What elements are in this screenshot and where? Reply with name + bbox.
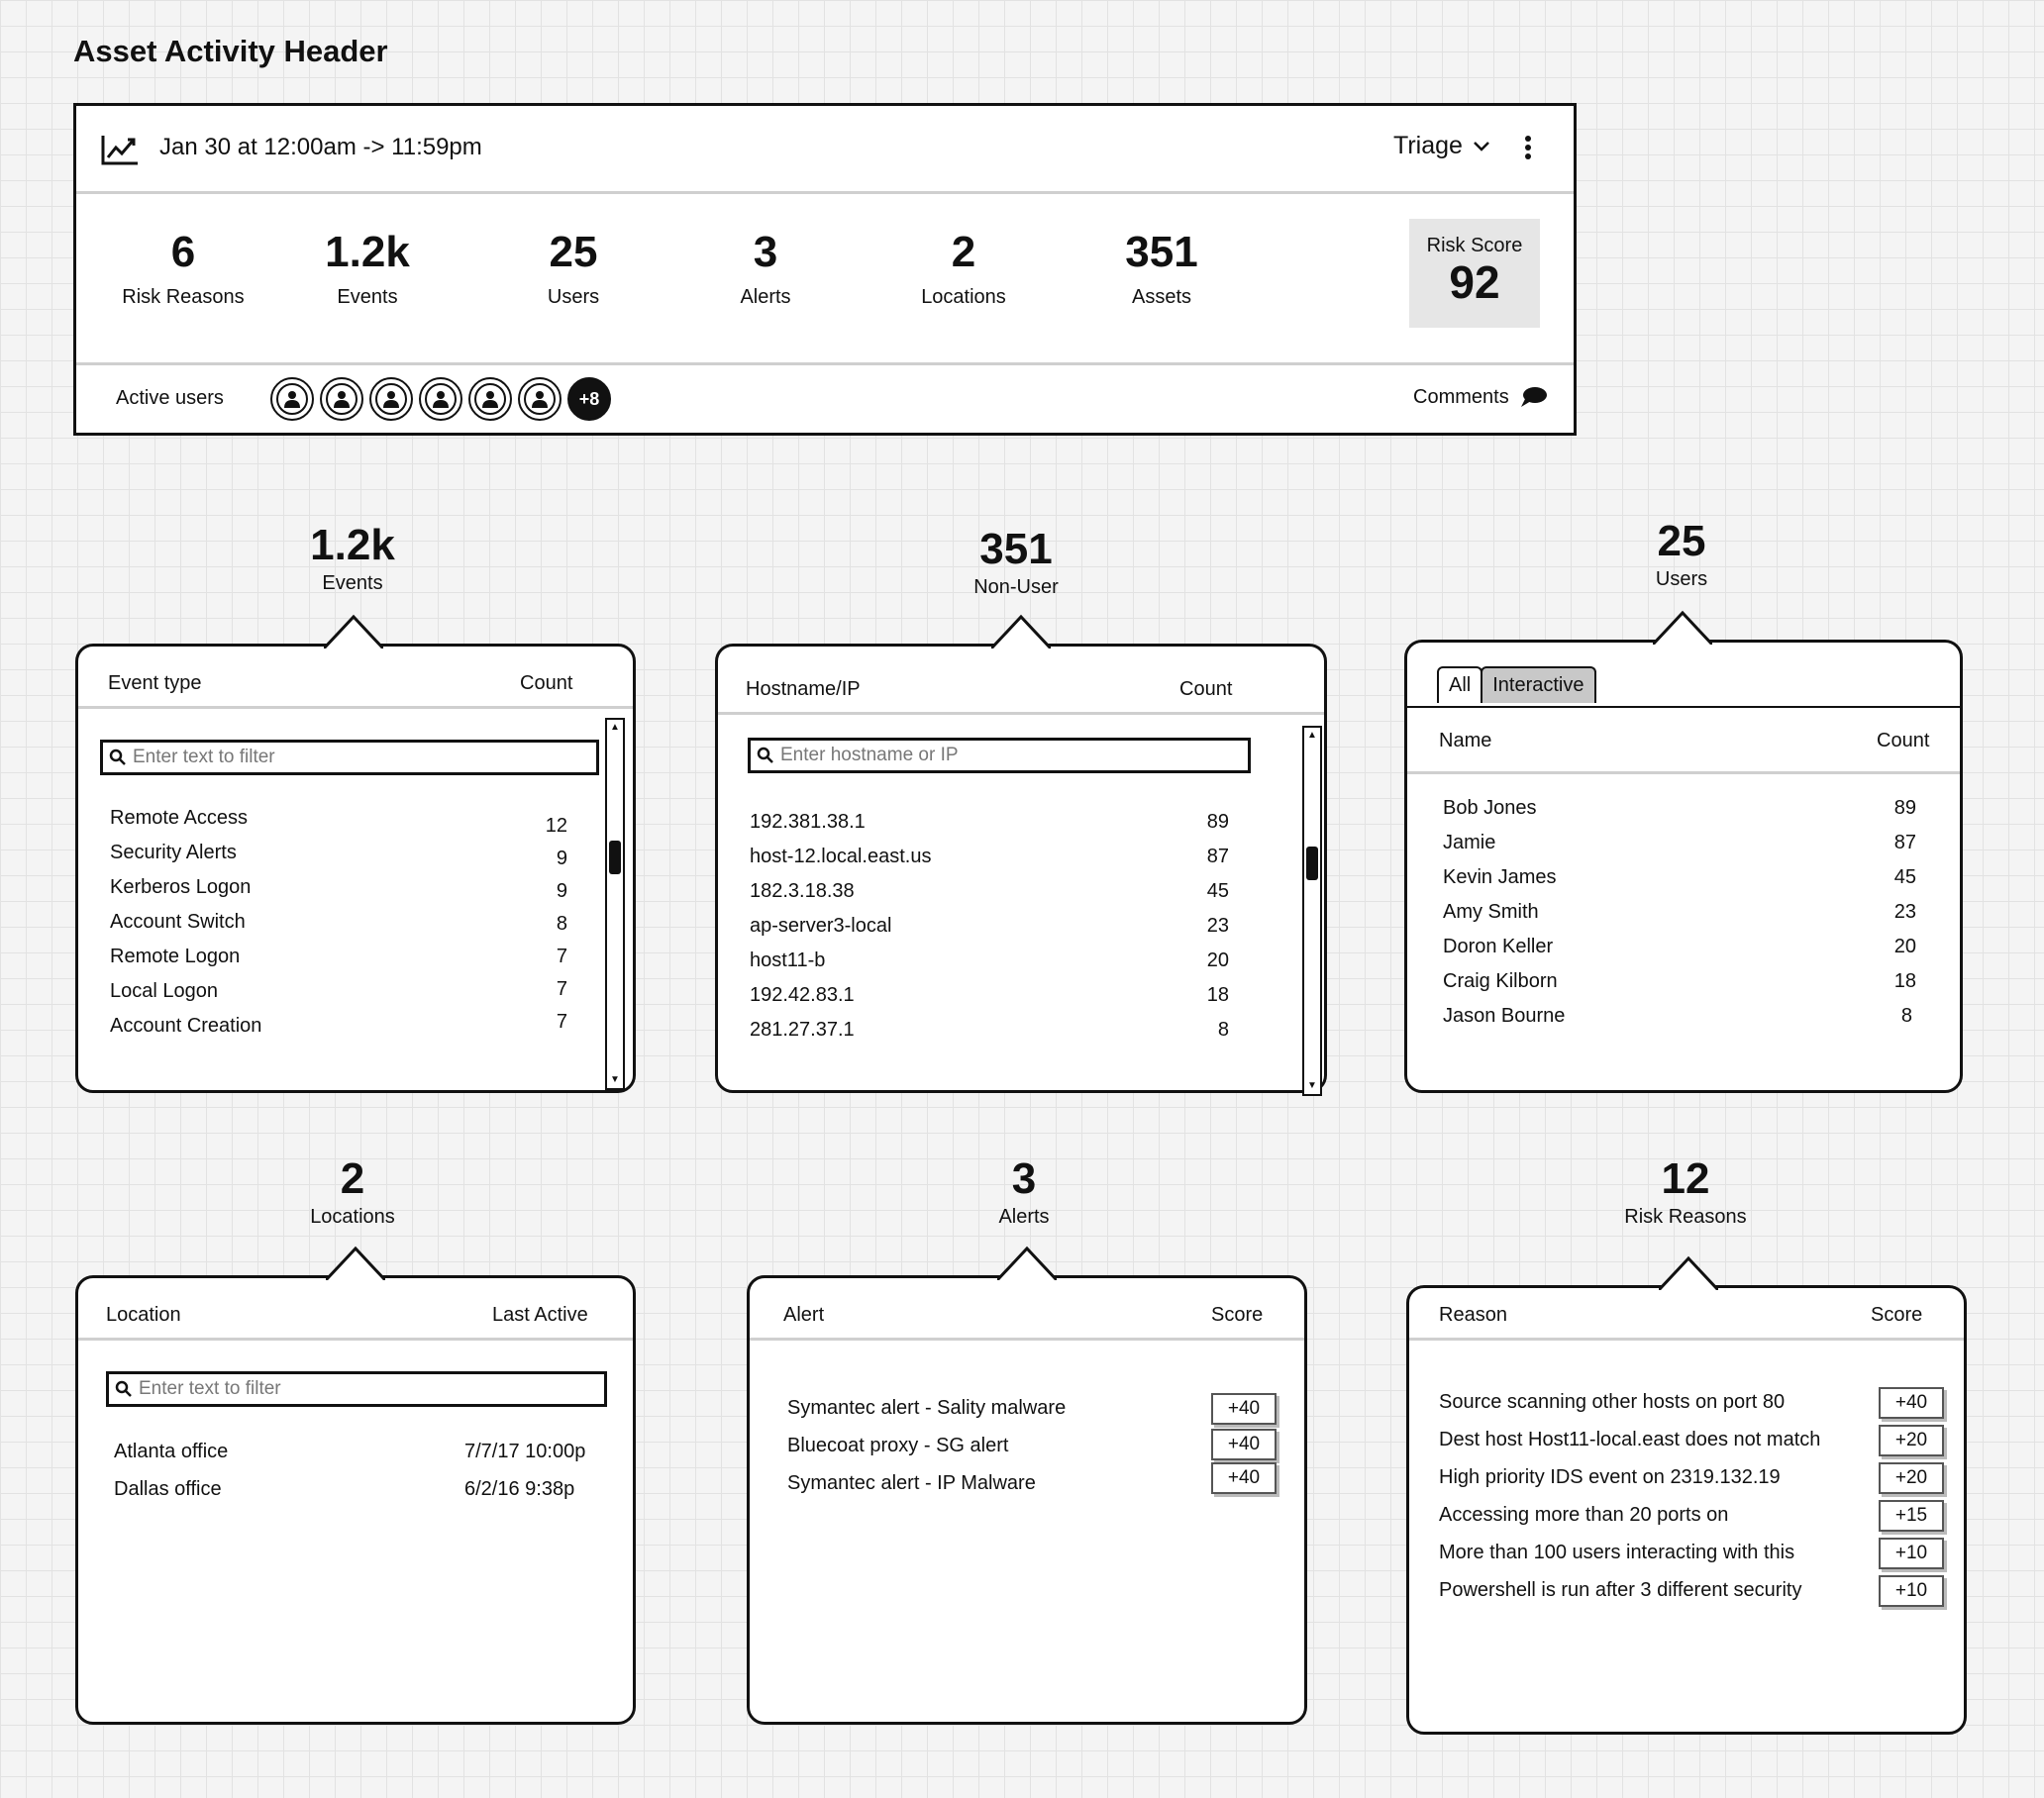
avatar[interactable] <box>518 377 562 421</box>
table-row[interactable] <box>78 876 633 906</box>
avatar[interactable] <box>419 377 462 421</box>
reason-score: +40 <box>1879 1387 1944 1419</box>
user-count: 45 <box>1893 866 1916 888</box>
scroll-down-icon[interactable]: ▼ <box>610 1074 620 1085</box>
event-type: Local Logon <box>110 980 218 1002</box>
table-row[interactable] <box>718 880 1324 910</box>
avatar[interactable] <box>369 377 413 421</box>
reason-text: High priority IDS event on 2319.132.19 <box>1439 1466 1781 1488</box>
table-row[interactable] <box>1409 1504 1964 1534</box>
column-header-last-active: Last Active <box>492 1304 588 1326</box>
hostname: 192.381.38.1 <box>750 811 866 833</box>
table-row[interactable] <box>750 1467 1304 1502</box>
user-count: 23 <box>1893 901 1916 923</box>
column-header-hostname: Hostname/IP <box>746 678 861 700</box>
alert-name: Symantec alert - Sality malware <box>787 1397 1067 1419</box>
user-count: 18 <box>1893 970 1916 992</box>
event-count: 7 <box>556 978 567 1000</box>
nonuser-table-header <box>718 652 1324 715</box>
chevron-down-icon <box>1473 141 1490 152</box>
event-type: Remote Access <box>110 807 248 829</box>
host-count: 45 <box>1206 880 1229 902</box>
column-header-count: Count <box>1179 678 1233 700</box>
user-name: Jason Bourne <box>1443 1005 1566 1027</box>
user-count: 87 <box>1893 832 1916 853</box>
nonuser-summary-value: 351 <box>979 525 1053 573</box>
nonuser-scrollbar[interactable] <box>1302 726 1322 1096</box>
stat-label: Events <box>337 286 398 308</box>
stat-risk-reasons[interactable] <box>84 227 282 309</box>
risk-score-box <box>1409 219 1540 328</box>
nonuser-summary <box>868 525 1165 599</box>
location-name: Dallas office <box>114 1478 222 1500</box>
stat-assets[interactable] <box>1063 227 1261 309</box>
table-row[interactable] <box>78 1478 633 1508</box>
table-row[interactable] <box>1409 1466 1964 1496</box>
nonuser-filter-input[interactable] <box>780 745 1222 766</box>
stat-locations[interactable] <box>865 227 1063 309</box>
alert-score: +40 <box>1211 1462 1277 1494</box>
table-row[interactable] <box>1407 970 1960 1000</box>
locations-filter[interactable] <box>106 1371 607 1407</box>
column-header-event-type: Event type <box>108 672 202 694</box>
user-icon <box>283 390 301 408</box>
comments-label: Comments <box>1413 385 1509 408</box>
users-summary <box>1533 517 1830 591</box>
stat-users[interactable] <box>474 227 672 309</box>
events-filter[interactable] <box>100 740 599 775</box>
user-icon <box>432 390 450 408</box>
event-type: Account Creation <box>110 1015 262 1037</box>
reason-score: +20 <box>1879 1462 1944 1494</box>
column-header-location: Location <box>106 1304 181 1326</box>
hostname: ap-server3-local <box>750 915 892 937</box>
event-count: 9 <box>556 880 567 902</box>
popover-caret <box>324 613 383 649</box>
table-row[interactable] <box>1409 1391 1964 1421</box>
locations-summary <box>204 1154 501 1229</box>
stat-value: 351 <box>1125 228 1198 276</box>
table-row[interactable] <box>78 1011 633 1045</box>
column-header-alert: Alert <box>783 1304 825 1326</box>
hostname: host11-b <box>750 949 826 971</box>
asset-activity-header-card <box>73 103 1577 436</box>
reason-text: Powershell is run after 3 different security <box>1439 1579 1802 1601</box>
column-header-count: Count <box>1877 730 1930 751</box>
users-table-header <box>1407 706 1960 774</box>
reasons-popover <box>1406 1285 1967 1735</box>
events-summary-label: Events <box>322 572 383 594</box>
popover-caret <box>991 613 1051 649</box>
event-type: Account Switch <box>110 911 246 933</box>
event-type: Security Alerts <box>110 842 237 863</box>
nonuser-popover <box>715 644 1327 1093</box>
user-count: 8 <box>1900 1005 1912 1027</box>
events-popover <box>75 644 636 1093</box>
reason-text: Accessing more than 20 ports on <box>1439 1504 1729 1526</box>
users-tabs <box>1437 666 1596 703</box>
reason-text: Source scanning other hosts on port 80 <box>1439 1391 1786 1413</box>
alerts-summary-label: Alerts <box>998 1206 1050 1228</box>
reasons-table-header <box>1409 1278 1964 1341</box>
alerts-table-header <box>750 1278 1304 1341</box>
user-icon <box>531 390 549 408</box>
host-count: 89 <box>1206 811 1229 833</box>
table-row[interactable] <box>78 842 633 871</box>
table-row[interactable] <box>1407 832 1960 861</box>
stat-label: Alerts <box>740 286 791 308</box>
table-row[interactable] <box>78 1441 633 1470</box>
user-name: Amy Smith <box>1443 901 1539 923</box>
table-row[interactable] <box>718 1019 1324 1049</box>
table-row[interactable] <box>750 1397 1304 1427</box>
nonuser-filter[interactable] <box>748 738 1251 773</box>
reason-text: Dest host Host11-local.east does not match <box>1439 1429 1821 1450</box>
event-count: 7 <box>556 1011 567 1033</box>
page-title: Asset Activity Header <box>73 34 388 68</box>
table-row[interactable] <box>1407 797 1960 827</box>
triage-dropdown[interactable] <box>1393 132 1490 160</box>
user-icon <box>382 390 400 408</box>
user-name: Doron Keller <box>1443 936 1554 957</box>
table-row[interactable] <box>718 846 1324 875</box>
avatar[interactable] <box>270 377 314 421</box>
stat-label: Risk Reasons <box>122 286 245 308</box>
events-scrollbar[interactable] <box>605 718 625 1090</box>
users-summary-label: Users <box>1655 568 1708 590</box>
alert-score: +40 <box>1211 1393 1277 1425</box>
stat-events[interactable] <box>268 227 466 309</box>
active-users-avatars <box>270 377 617 421</box>
stat-value: 1.2k <box>325 228 410 276</box>
table-row[interactable] <box>78 911 633 941</box>
reason-score: +20 <box>1879 1425 1944 1456</box>
locations-summary-value: 2 <box>340 1154 365 1203</box>
user-name: Jamie <box>1443 832 1496 853</box>
scroll-down-icon[interactable]: ▼ <box>1307 1080 1317 1091</box>
hostname: host-12.local.east.us <box>750 846 932 867</box>
alert-score: +40 <box>1211 1429 1277 1460</box>
stat-label: Users <box>547 286 600 308</box>
more-users-badge[interactable]: +8 <box>567 377 611 421</box>
table-row[interactable] <box>718 811 1324 841</box>
hostname: 281.27.37.1 <box>750 1019 855 1041</box>
user-name: Craig Kilborn <box>1443 970 1558 992</box>
table-row[interactable] <box>718 984 1324 1014</box>
user-icon <box>333 390 351 408</box>
scroll-up-icon[interactable]: ▲ <box>610 722 620 733</box>
avatar[interactable] <box>468 377 512 421</box>
user-name: Bob Jones <box>1443 797 1537 819</box>
host-count: 18 <box>1206 984 1229 1006</box>
location-last-active: 7/7/17 10:00p <box>464 1441 586 1462</box>
stat-value: 6 <box>170 228 196 276</box>
popover-caret <box>326 1245 385 1280</box>
users-summary-value: 25 <box>1657 517 1706 565</box>
locations-filter-input[interactable] <box>139 1378 579 1400</box>
stat-label: Locations <box>921 286 1006 308</box>
search-icon <box>109 749 127 766</box>
header-top-bar <box>76 106 1574 194</box>
host-count: 87 <box>1206 846 1229 867</box>
search-icon <box>115 1380 133 1398</box>
stat-label: Assets <box>1131 286 1192 308</box>
reason-score: +15 <box>1879 1500 1944 1532</box>
table-row[interactable] <box>1409 1579 1964 1609</box>
alert-name: Bluecoat proxy - SG alert <box>787 1435 1009 1456</box>
event-count: 9 <box>556 848 567 869</box>
table-row[interactable] <box>78 980 633 1010</box>
header-bottom-bar <box>76 362 1574 433</box>
stat-alerts[interactable] <box>666 227 865 309</box>
table-row[interactable] <box>1409 1542 1964 1571</box>
alerts-popover <box>747 1275 1307 1725</box>
event-type: Kerberos Logon <box>110 876 252 898</box>
tab-interactive[interactable]: Interactive <box>1481 666 1595 703</box>
users-popover <box>1404 640 1963 1093</box>
event-count: 12 <box>545 815 567 837</box>
events-filter-input[interactable] <box>133 747 571 768</box>
table-row[interactable] <box>718 915 1324 945</box>
locations-popover <box>75 1275 636 1725</box>
risk-score-label: Risk Score <box>1426 235 1523 256</box>
active-users-label: Active users <box>116 387 224 409</box>
tab-all[interactable]: All <box>1437 666 1482 703</box>
user-icon <box>481 390 499 408</box>
host-count: 8 <box>1217 1019 1229 1041</box>
column-header-score: Score <box>1871 1304 1923 1326</box>
alerts-summary <box>875 1154 1173 1229</box>
host-count: 20 <box>1206 949 1229 971</box>
table-row[interactable] <box>1407 866 1960 896</box>
scroll-up-icon[interactable]: ▲ <box>1307 730 1317 741</box>
events-summary-value: 1.2k <box>310 521 395 569</box>
table-row[interactable] <box>750 1435 1304 1464</box>
alert-name: Symantec alert - IP Malware <box>787 1472 1036 1494</box>
location-name: Atlanta office <box>114 1441 229 1462</box>
scroll-thumb[interactable] <box>609 841 621 874</box>
user-name: Kevin James <box>1443 866 1557 888</box>
table-row[interactable] <box>1407 901 1960 931</box>
column-header-reason: Reason <box>1439 1304 1507 1326</box>
stat-value: 2 <box>951 228 976 276</box>
scroll-thumb[interactable] <box>1306 847 1318 880</box>
event-count: 8 <box>556 913 567 935</box>
reasons-summary-label: Risk Reasons <box>1624 1206 1747 1228</box>
event-count: 7 <box>556 946 567 967</box>
table-row[interactable] <box>78 807 633 837</box>
reason-score: +10 <box>1879 1575 1944 1607</box>
triage-label: Triage <box>1393 132 1463 159</box>
hostname: 192.42.83.1 <box>750 984 855 1006</box>
nonuser-summary-label: Non-User <box>973 576 1059 598</box>
reason-score: +10 <box>1879 1538 1944 1569</box>
reasons-summary <box>1537 1154 1834 1229</box>
table-row[interactable] <box>1407 936 1960 965</box>
stat-value: 3 <box>753 228 778 276</box>
user-count: 20 <box>1893 936 1916 957</box>
table-row[interactable] <box>1409 1429 1964 1458</box>
table-row[interactable] <box>78 946 633 975</box>
risk-score-value: 92 <box>1449 256 1500 308</box>
reasons-summary-value: 12 <box>1661 1154 1710 1203</box>
locations-summary-label: Locations <box>310 1206 395 1228</box>
events-summary <box>204 521 501 595</box>
reason-text: More than 100 users interacting with this <box>1439 1542 1795 1563</box>
hostname: 182.3.18.38 <box>750 880 855 902</box>
column-header-name: Name <box>1439 730 1492 751</box>
alerts-summary-value: 3 <box>1011 1154 1037 1203</box>
date-range: Jan 30 at 12:00am -> 11:59pm <box>159 134 482 160</box>
user-count: 89 <box>1893 797 1916 819</box>
comments-button[interactable] <box>1413 385 1549 409</box>
locations-table-header <box>78 1278 633 1341</box>
table-row[interactable] <box>718 949 1324 979</box>
host-count: 23 <box>1206 915 1229 937</box>
event-type: Remote Logon <box>110 946 241 967</box>
column-header-score: Score <box>1211 1304 1264 1326</box>
popover-caret <box>1653 609 1712 645</box>
events-table-header <box>78 647 633 709</box>
avatar[interactable] <box>320 377 363 421</box>
more-options-icon[interactable] <box>1522 136 1534 159</box>
location-last-active: 6/2/16 9:38p <box>464 1478 575 1500</box>
table-row[interactable] <box>1407 1005 1960 1035</box>
trend-chart-icon <box>100 134 140 165</box>
search-icon <box>757 747 774 764</box>
column-header-count: Count <box>520 672 573 694</box>
popover-caret <box>997 1245 1057 1280</box>
stat-value: 25 <box>549 228 598 276</box>
speech-bubble-icon <box>1519 385 1549 409</box>
